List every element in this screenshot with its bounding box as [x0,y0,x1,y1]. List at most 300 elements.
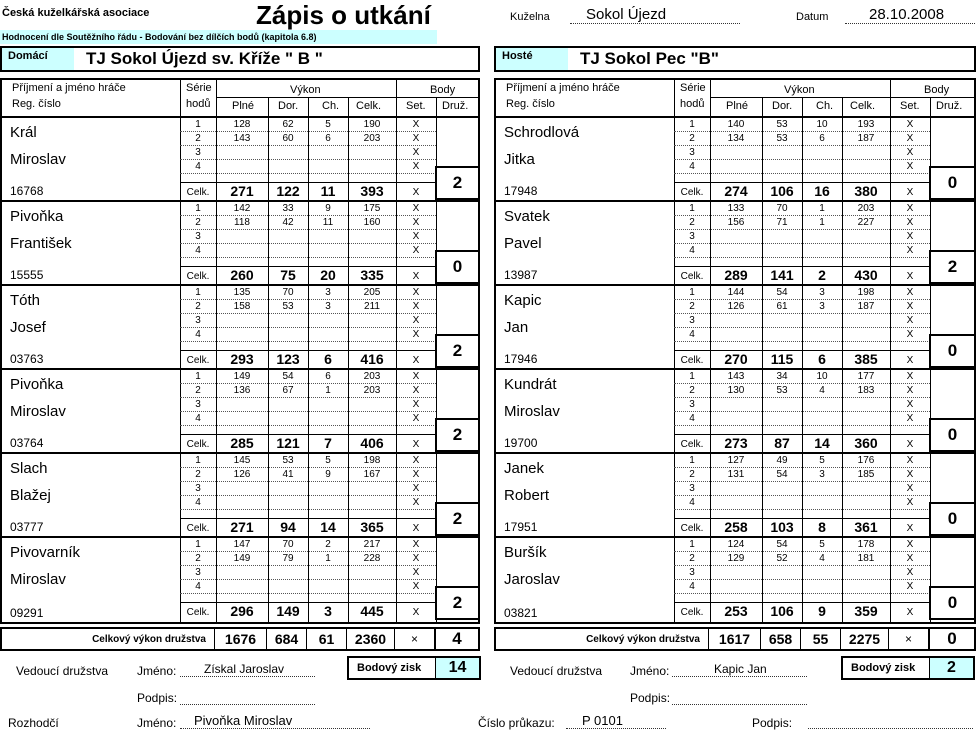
away-set-mark: X [906,245,914,256]
home-series-number: 4 [195,245,201,256]
referee-name: Pivoňka Miroslav [180,713,370,729]
home-series-value: 79 [282,553,294,564]
home-series-number: 2 [195,217,201,228]
away-set-mark: X [906,187,914,198]
home-set-mark: X [412,581,420,592]
away-player-surname: Janek [504,460,545,477]
away-series-value: 5 [819,455,825,466]
away-summary-set: × [888,629,928,649]
home-col-team: Druž. [442,100,469,112]
away-series-value: 54 [776,287,788,298]
away-series-value: 4 [819,553,825,564]
home-player-total: 406 [360,435,384,451]
away-set-mark: X [906,355,914,366]
away-col-performance: Výkon [784,84,815,96]
away-player-total: 106 [770,183,794,199]
away-player-reg: 13987 [504,268,538,282]
away-set-mark: X [906,315,914,326]
home-series-number: 3 [195,231,201,242]
home-series-value: 3 [325,287,331,298]
away-player-points: 0 [929,166,976,200]
home-series-value: 9 [325,469,331,480]
home-series-value: 198 [363,455,381,466]
home-player-points: 2 [435,166,480,200]
away-player-points: 0 [929,334,976,368]
away-series-value: 156 [727,217,745,228]
home-series-number: 3 [195,483,201,494]
away-set-mark: X [906,607,914,618]
away-player-points: 0 [929,586,976,620]
away-player-firstname: Jitka [504,151,535,168]
away-player-total: 14 [814,435,830,451]
home-player-reg: 03777 [10,520,44,534]
home-col-name: Příjmení a jméno hráče [12,82,126,94]
away-summary-label: Celkový výkon družstva [586,633,700,645]
away-set-mark: X [906,161,914,172]
away-series-value: 70 [776,203,788,214]
away-series-value: 176 [857,455,875,466]
home-series-number: 4 [195,581,201,592]
home-series-value: 143 [233,133,251,144]
away-series-number: 4 [689,413,695,424]
away-set-mark: X [906,539,914,550]
home-captain-label: Vedoucí družstva [16,664,109,678]
away-set-mark: X [906,399,914,410]
home-total-label: Celk. [186,607,210,618]
away-player-total: 273 [724,435,748,451]
home-series-number: 2 [195,301,201,312]
away-total-label: Celk. [680,355,704,366]
away-series-value: 54 [776,469,788,480]
away-series-value: 143 [727,371,745,382]
home-set-mark: X [412,133,420,144]
away-series-value: 4 [819,385,825,396]
away-series-value: 10 [816,371,828,382]
away-player-surname: Svatek [504,208,550,225]
away-player-points: 2 [929,250,976,284]
away-summary-total: 2275 [840,629,888,649]
home-player-total: 271 [230,183,254,199]
away-col-misses: Ch. [816,100,834,112]
home-col-set: Set. [406,100,426,112]
home-player-surname: Pivoňka [10,208,64,225]
away-series-number: 3 [689,147,695,158]
away-players-table [494,78,976,624]
home-series-value: 1 [325,553,331,564]
home-summary-pts: 4 [434,629,478,649]
away-player-total: 274 [724,183,748,199]
home-series-value: 142 [233,203,251,214]
home-player-total: 6 [324,351,332,367]
away-series-number: 4 [689,581,695,592]
home-series-value: 53 [282,301,294,312]
home-series-number: 1 [195,287,201,298]
home-team-name: TJ Sokol Újezd sv. Kříže " B " [86,49,323,68]
home-player-total: 335 [360,267,384,283]
away-player-total: 359 [854,603,878,619]
home-player-total: 7 [324,435,332,451]
away-series-number: 3 [689,315,695,326]
home-set-mark: X [412,271,420,282]
home-series-value: 70 [282,287,294,298]
away-series-number: 3 [689,567,695,578]
away-series-value: 227 [857,217,875,228]
away-player-row [496,538,974,622]
home-series-number: 3 [195,567,201,578]
away-player-firstname: Miroslav [504,403,560,420]
home-series-value: 62 [282,119,294,130]
away-series-value: 129 [727,553,745,564]
home-series-value: 42 [282,217,294,228]
away-col-points: Body [924,84,950,96]
away-series-number: 1 [689,455,695,466]
home-series-value: 6 [325,371,331,382]
home-series-value: 205 [363,287,381,298]
home-set-mark: X [412,187,420,198]
away-player-total: 6 [818,351,826,367]
home-series-value: 175 [363,203,381,214]
home-set-mark: X [412,539,420,550]
home-table-header [2,80,478,118]
away-series-number: 4 [689,329,695,340]
home-player-reg: 15555 [10,268,44,282]
home-series-number: 1 [195,371,201,382]
away-col-series-2: hodů [680,98,705,110]
home-player-total: 296 [230,603,254,619]
away-series-number: 1 [689,287,695,298]
page-title: Zápis o utkání [256,0,431,30]
home-series-number: 4 [195,161,201,172]
away-set-mark: X [906,385,914,396]
away-total-label: Celk. [680,271,704,282]
away-series-value: 53 [776,385,788,396]
home-series-value: 149 [233,371,251,382]
home-series-value: 145 [233,455,251,466]
home-gain-value: 14 [435,658,479,678]
home-series-value: 126 [233,469,251,480]
home-series-value: 211 [364,301,380,312]
home-series-value: 160 [363,217,381,228]
away-series-value: 54 [776,539,788,550]
away-series-number: 1 [689,119,695,130]
away-player-row [496,454,974,538]
away-col-set: Set. [900,100,920,112]
home-series-value: 9 [325,203,331,214]
date-value: 28.10.2008 [845,6,975,24]
away-player-total: 289 [724,267,748,283]
home-team-header [0,46,480,72]
away-player-surname: Buršík [504,544,547,561]
date-label: Datum [796,11,829,23]
home-player-reg: 03764 [10,436,44,450]
away-series-value: 181 [857,553,875,564]
referee-card-number: P 0101 [566,713,666,729]
home-player-points: 2 [435,586,480,620]
home-series-value: 203 [363,133,381,144]
home-summary-misses: 61 [306,629,346,649]
home-col-reg: Reg. číslo [12,98,61,110]
away-player-total: 361 [854,519,878,535]
home-player-total: 3 [324,603,332,619]
away-set-mark: X [906,133,914,144]
away-series-number: 2 [689,553,695,564]
home-col-total: Celk. [356,100,382,112]
home-player-points: 2 [435,502,480,536]
home-col-series: Série [186,82,212,94]
away-set-mark: X [906,553,914,564]
home-set-mark: X [412,147,420,158]
home-player-row [2,454,478,538]
away-player-total: 270 [724,351,748,367]
home-summary-clear: 684 [266,629,306,649]
home-series-number: 2 [195,469,201,480]
home-series-value: 147 [233,539,251,550]
home-player-surname: Slach [10,460,48,477]
away-player-points: 0 [929,502,976,536]
away-captain-label: Vedoucí družstva [510,664,603,678]
away-set-mark: X [906,231,914,242]
home-series-value: 11 [322,217,334,228]
home-player-total: 75 [280,267,296,283]
away-col-full: Plné [726,100,749,112]
referee-sign-label: Podpis: [752,716,793,730]
away-set-mark: X [906,301,914,312]
away-series-value: 1 [819,203,825,214]
home-set-mark: X [412,567,420,578]
home-set-mark: X [412,245,420,256]
away-series-value: 140 [727,119,745,130]
home-gain-label: Bodový zisk [357,662,422,674]
home-player-total: 11 [320,183,336,199]
away-player-reg: 03821 [504,606,538,620]
away-series-value: 144 [727,287,745,298]
home-set-mark: X [412,203,420,214]
home-col-clear: Dor. [278,100,299,112]
home-series-value: 203 [363,385,381,396]
away-player-total: 380 [854,183,878,199]
home-series-number: 3 [195,399,201,410]
away-set-mark: X [906,203,914,214]
away-series-number: 2 [689,385,695,396]
away-series-value: 133 [727,203,745,214]
home-series-value: 2 [325,539,331,550]
home-series-number: 4 [195,413,201,424]
home-set-mark: X [412,523,420,534]
away-set-mark: X [906,523,914,534]
away-series-value: 178 [857,539,875,550]
away-table-header [496,80,974,118]
away-series-value: 203 [857,203,875,214]
home-set-mark: X [412,355,420,366]
home-name-label: Jméno: [137,664,177,678]
away-series-value: 61 [776,301,788,312]
away-col-series: Série [680,82,706,94]
home-set-mark: X [412,161,420,172]
home-sign-label: Podpis: [137,691,178,705]
away-points-gain [841,656,975,680]
away-series-value: 10 [816,119,828,130]
home-player-reg: 16768 [10,184,44,198]
home-series-value: 1 [325,385,331,396]
away-series-value: 49 [776,455,788,466]
home-series-value: 158 [233,301,251,312]
away-total-label: Celk. [680,187,704,198]
away-col-total: Celk. [850,100,876,112]
away-player-total: 2 [818,267,826,283]
home-series-value: 60 [282,133,294,144]
referee-card-label: Číslo průkazu: [478,716,555,730]
home-series-number: 4 [195,497,201,508]
home-series-value: 54 [282,371,294,382]
home-player-total: 123 [276,351,300,367]
home-series-number: 1 [195,539,201,550]
away-player-total: 8 [818,519,826,535]
home-col-performance: Výkon [290,84,321,96]
home-series-number: 1 [195,119,201,130]
home-player-total: 149 [276,603,300,619]
away-player-row [496,370,974,454]
home-series-value: 228 [363,553,381,564]
away-player-total: 16 [814,183,830,199]
away-captain-name: Kapic Jan [672,662,807,677]
away-player-total: 385 [854,351,878,367]
home-col-misses: Ch. [322,100,340,112]
home-series-number: 2 [195,133,201,144]
away-series-value: 193 [857,119,875,130]
away-series-value: 53 [776,133,788,144]
home-set-mark: X [412,413,420,424]
home-player-points: 2 [435,334,480,368]
away-series-value: 177 [857,371,875,382]
home-series-value: 217 [363,539,381,550]
away-player-firstname: Jan [504,319,529,336]
venue-value: Sokol Újezd [570,6,740,24]
away-player-firstname: Pavel [504,235,542,252]
home-player-firstname: František [10,235,72,252]
away-series-value: 6 [819,133,825,144]
away-series-number: 3 [689,399,695,410]
home-player-firstname: Miroslav [10,151,66,168]
home-player-row [2,370,478,454]
home-set-mark: X [412,231,420,242]
home-signature-line[interactable] [180,692,315,705]
away-set-mark: X [906,567,914,578]
away-set-mark: X [906,497,914,508]
away-summary-full: 1617 [708,629,760,649]
away-series-value: 53 [776,119,788,130]
home-series-value: 5 [325,119,331,130]
home-player-firstname: Miroslav [10,571,66,588]
away-series-value: 134 [727,133,745,144]
away-col-reg: Reg. číslo [506,98,555,110]
venue-label: Kuželna [510,11,550,23]
away-set-mark: X [906,581,914,592]
away-signature-line[interactable] [672,692,807,705]
away-player-total: 9 [818,603,826,619]
away-total-label: Celk. [680,523,704,534]
away-summary-pts: 0 [928,629,974,649]
away-team-name: TJ Sokol Pec "B" [580,49,719,68]
away-player-surname: Schrodlová [504,124,580,141]
home-player-total: 14 [320,519,336,535]
home-series-value: 3 [325,301,331,312]
home-set-mark: X [412,607,420,618]
away-sign-label: Podpis: [630,691,671,705]
home-set-mark: X [412,469,420,480]
home-set-mark: X [412,119,420,130]
home-set-mark: X [412,439,420,450]
home-series-number: 1 [195,203,201,214]
home-player-total: 20 [320,267,336,283]
home-set-mark: X [412,553,420,564]
home-player-row [2,202,478,286]
away-player-reg: 19700 [504,436,538,450]
away-player-row [496,202,974,286]
away-gain-label: Bodový zisk [851,662,916,674]
home-series-value: 5 [325,455,331,466]
home-player-total: 285 [230,435,254,451]
away-set-mark: X [906,371,914,382]
away-col-clear: Dor. [772,100,793,112]
home-player-firstname: Josef [10,319,46,336]
away-set-mark: X [906,119,914,130]
away-player-firstname: Robert [504,487,550,504]
referee-label: Rozhodčí [8,716,59,730]
away-player-points: 0 [929,418,976,452]
away-series-number: 3 [689,231,695,242]
home-set-mark: X [412,329,420,340]
home-player-row [2,538,478,622]
away-set-mark: X [906,271,914,282]
away-summary-clear: 658 [760,629,800,649]
away-series-value: 124 [727,539,745,550]
home-series-value: 41 [282,469,294,480]
home-player-firstname: Blažej [10,487,51,504]
away-player-surname: Kundrát [504,376,557,393]
home-series-value: 149 [233,553,251,564]
referee-signature-line[interactable] [808,716,973,729]
away-set-mark: X [906,455,914,466]
home-series-number: 2 [195,385,201,396]
away-total-label: Celk. [680,607,704,618]
away-series-value: 3 [819,287,825,298]
home-series-value: 67 [282,385,294,396]
away-series-number: 1 [689,371,695,382]
away-series-number: 2 [689,133,695,144]
away-name-label: Jméno: [630,664,670,678]
home-set-mark: X [412,287,420,298]
away-player-row [496,118,974,202]
home-series-number: 3 [195,147,201,158]
home-set-mark: X [412,455,420,466]
away-series-value: 187 [857,133,875,144]
home-player-total: 271 [230,519,254,535]
home-series-number: 1 [195,455,201,466]
away-player-total: 106 [770,603,794,619]
home-player-total: 122 [276,183,300,199]
away-series-value: 185 [857,469,875,480]
away-set-mark: X [906,287,914,298]
home-player-reg: 03763 [10,352,44,366]
home-summary-total: 2360 [346,629,394,649]
home-player-firstname: Miroslav [10,403,66,420]
home-team-summary [0,627,480,651]
away-series-number: 2 [689,217,695,228]
home-player-row [2,286,478,370]
home-series-number: 3 [195,315,201,326]
away-total-label: Celk. [680,439,704,450]
home-player-reg: 09291 [10,606,44,620]
